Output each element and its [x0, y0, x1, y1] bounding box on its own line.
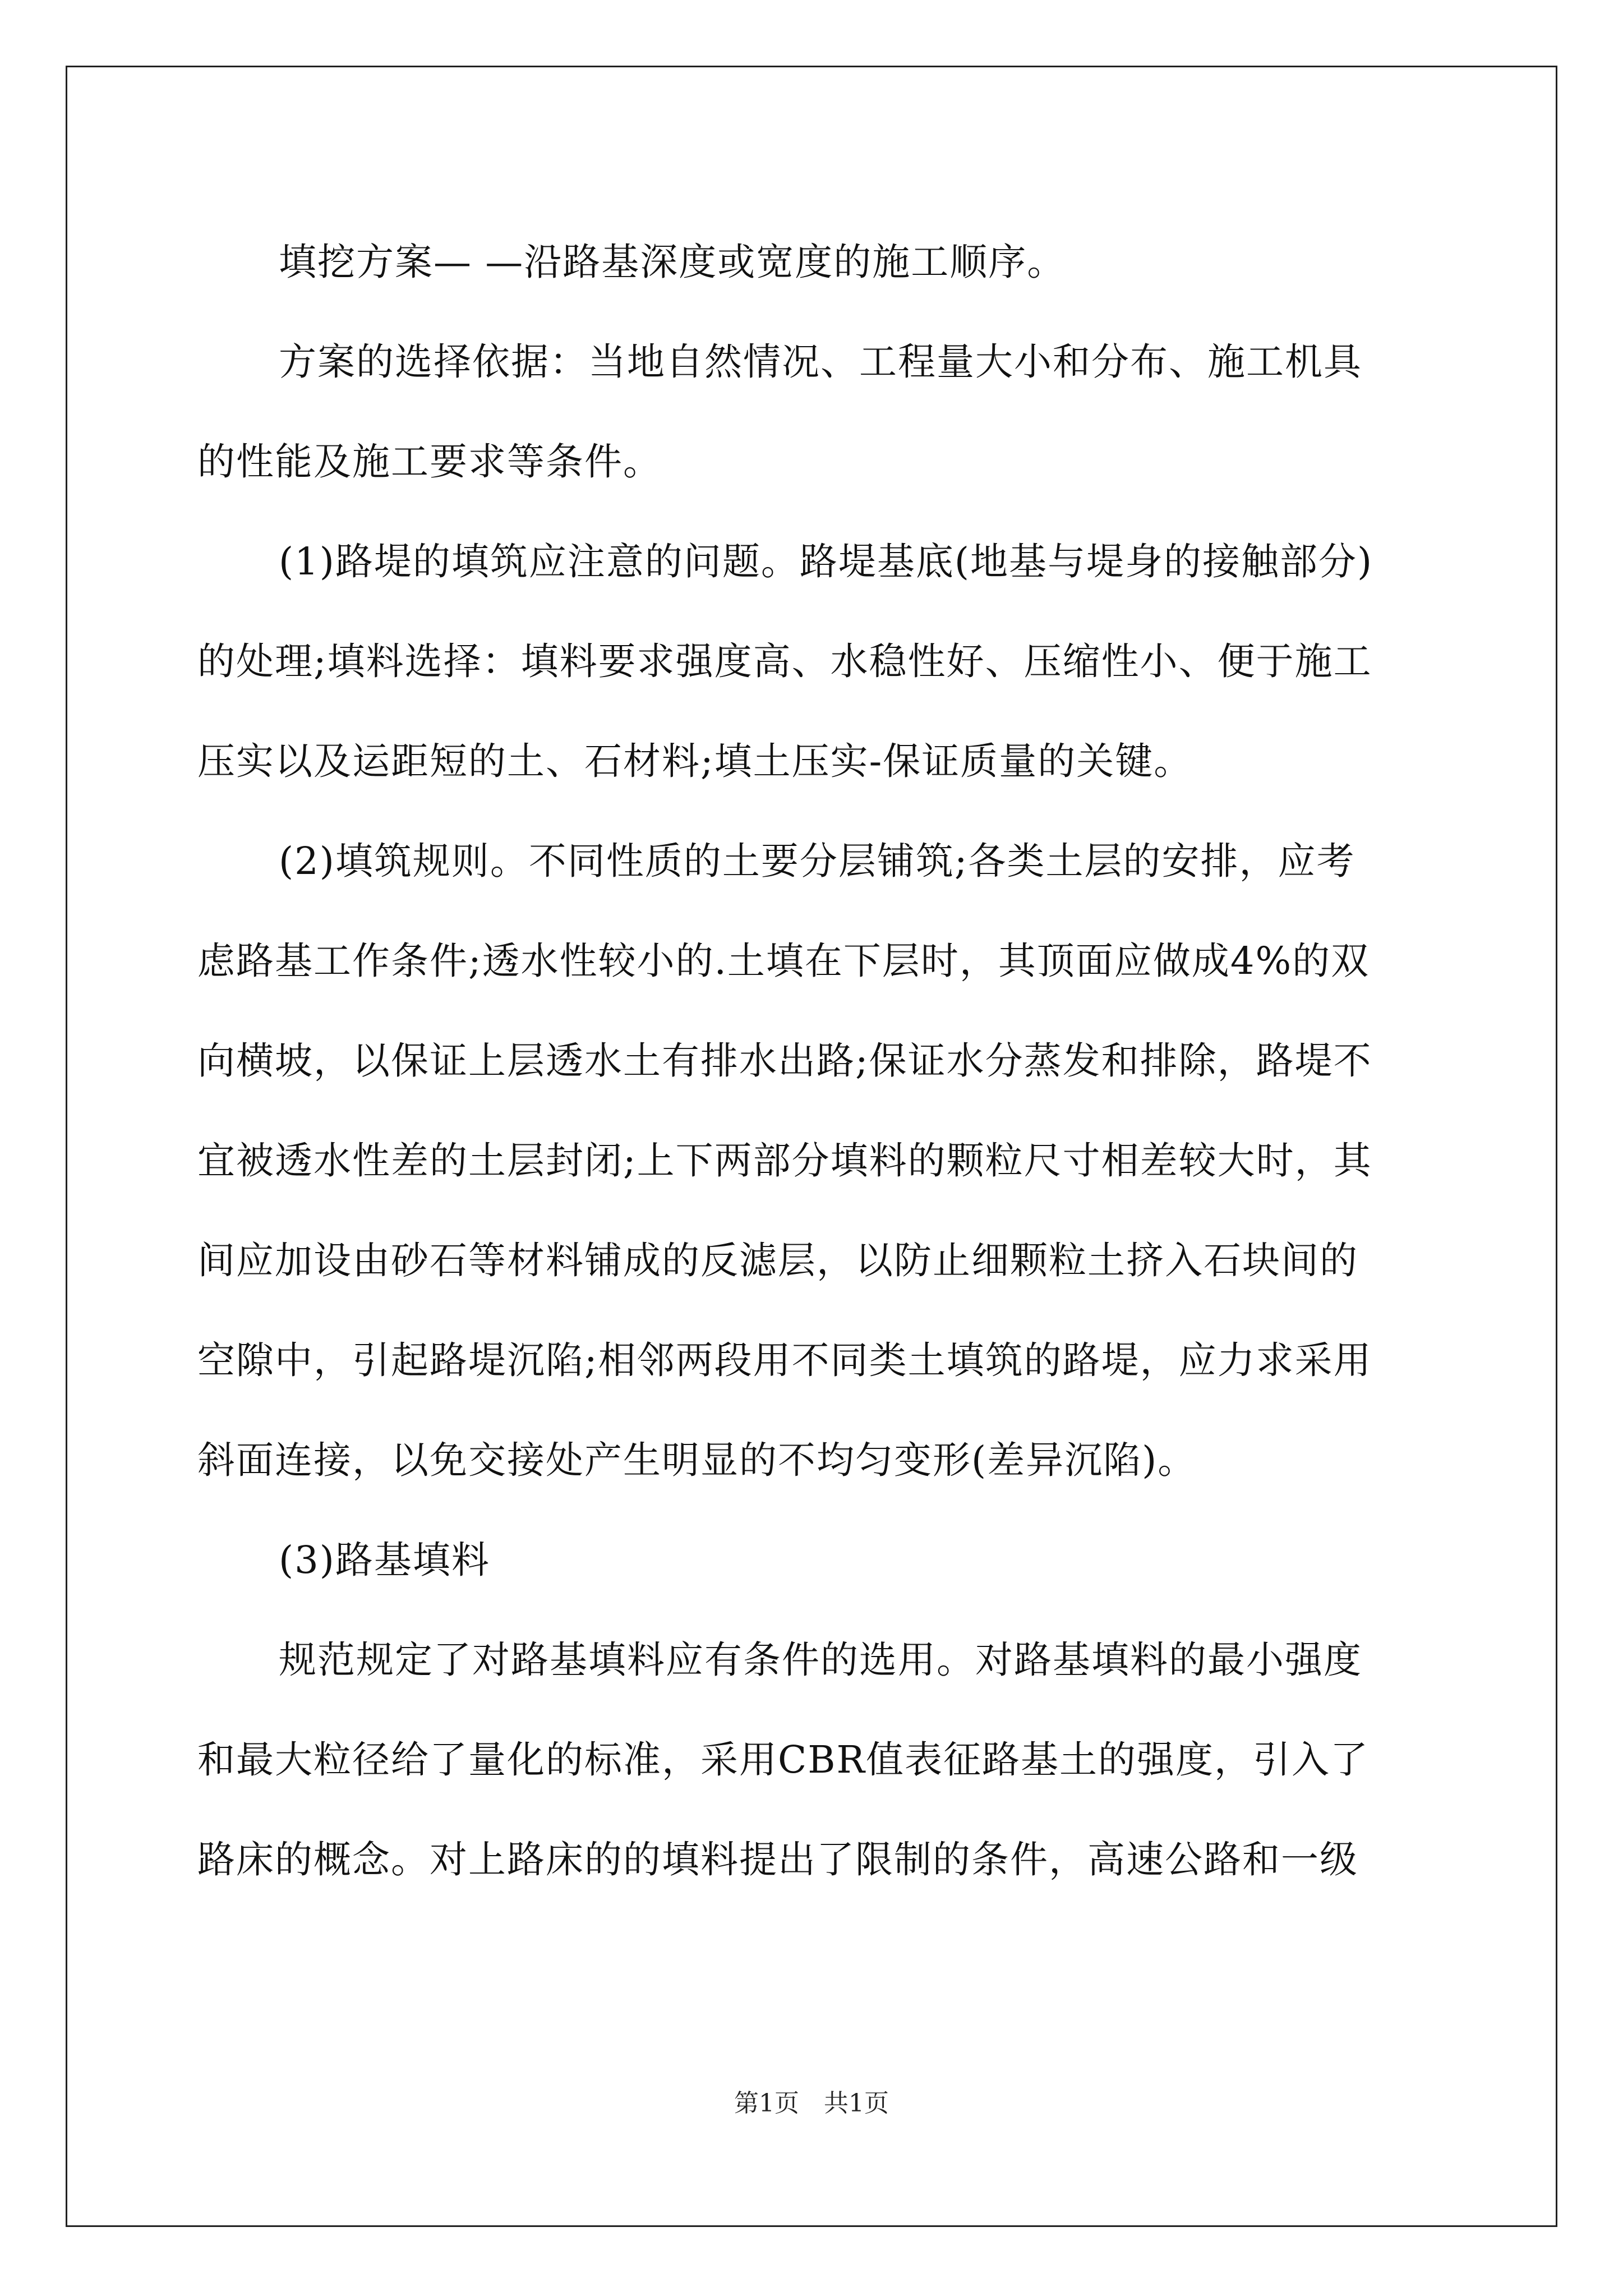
text-line: 空隙中，引起路堤沉陷;相邻两段用不同类土填筑的路堤，应力求采用 [197, 1338, 1372, 1382]
text-line: 的性能及施工要求等条件。 [197, 440, 662, 484]
text-line: 间应加设由砂石等材料铺成的反滤层，以防止细颗粒土挤入石块间的 [197, 1239, 1358, 1282]
text-line: 虑路基工作条件;透水性较小的.土填在下层时，其顶面应做成4%的双 [197, 939, 1370, 983]
text-line: 填挖方案— —沿路基深度或宽度的施工顺序。 [279, 240, 1066, 284]
text-line: 压实以及运距短的土、石材料;填土压实-保证质量的关键。 [197, 739, 1193, 783]
text-line: (1)路堤的填筑应注意的问题。路堤基底(地基与堤身的接触部分) [279, 540, 1373, 583]
document-body [197, 212, 1431, 1910]
text-line: 的处理;填料选择：填料要求强度高、水稳性好、压缩性小、便于施工 [197, 639, 1372, 683]
page-footer: 第1页 共1页 [734, 2089, 889, 2118]
text-line: 方案的选择依据：当地自然情况、工程量大小和分布、施工机具 [279, 340, 1362, 384]
text-line: 和最大粒径给了量化的标准，采用CBR值表征路基土的强度，引入了 [197, 1738, 1369, 1782]
text-line: 向横坡，以保证上层透水土有排水出路;保证水分蒸发和排除，路堤不 [197, 1039, 1372, 1083]
text-line: (3)路基填料 [279, 1538, 490, 1582]
text-line: 规范规定了对路基填料应有条件的选用。对路基填料的最小强度 [279, 1638, 1362, 1682]
text-line: (2)填筑规则。不同性质的土要分层铺筑;各类土层的安排，应考 [279, 839, 1355, 883]
text-line: 斜面连接，以免交接处产生明显的不均匀变形(差异沉陷)。 [197, 1438, 1197, 1482]
text-line: 宜被透水性差的土层封闭;上下两部分填料的颗粒尺寸相差较大时，其 [197, 1139, 1372, 1182]
text-line: 路床的概念。对上路床的的填料提出了限制的条件，高速公路和一级 [197, 1838, 1358, 1881]
